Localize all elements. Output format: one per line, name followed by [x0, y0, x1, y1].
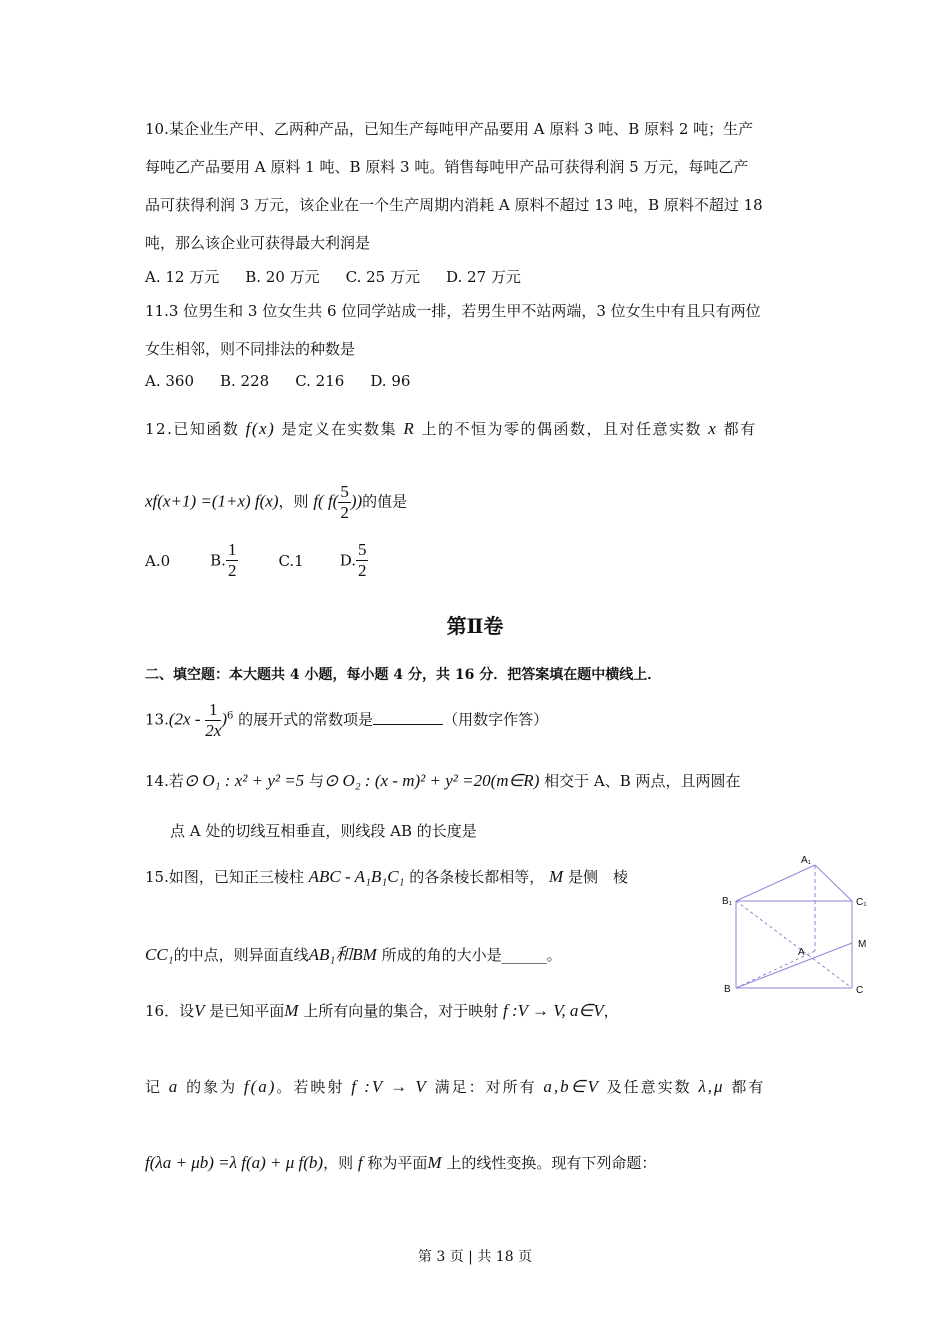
numerator: 1 [227, 540, 237, 559]
math: a [168, 1077, 180, 1096]
math: R [403, 419, 416, 438]
q10-line: 品可获得利润 3 万元，该企业在一个生产周期内消耗 A 原料不超过 13 吨，B 原料不超过 18 [145, 196, 763, 214]
option: A. 360 [145, 372, 194, 390]
text: 。若映射 [276, 1078, 345, 1096]
q11-line: 11.3 位男生和 3 位女生共 6 位同学站成一排，若男生甲不站两端，3 位女生中有且只有两位 [145, 302, 761, 320]
math: f [357, 1153, 363, 1172]
text: 称为平面 [367, 1154, 428, 1172]
math: f(λa + μb) =λ f(a) + μ f(b) [145, 1153, 324, 1172]
text: 的各条棱长都相等， [409, 868, 545, 886]
math: ⊙ O₁ : x² + y² =5 [183, 771, 305, 790]
text: 16．设 [145, 1002, 195, 1020]
math: )) [350, 491, 363, 511]
q10-line: 10.某企业生产甲、乙两种产品，已知生产每吨甲产品要用 A 原料 3 吨、B 原料 2 吨；生产 [145, 120, 754, 138]
fraction [356, 540, 369, 581]
option: B. 228 [220, 372, 270, 390]
option: D. 27 万元 [446, 268, 521, 286]
text: 的象为 [186, 1078, 238, 1096]
text: 相交于 A、B 两点，且两圆在 [544, 772, 741, 790]
option: B. 20 万元 [245, 268, 320, 286]
math: (2x - [168, 709, 201, 729]
label-B: B [724, 984, 731, 995]
option: C. 25 万元 [345, 268, 420, 286]
text: 13. [145, 710, 169, 729]
text: 的中点，则异面直线 [173, 946, 309, 964]
text: 与 [308, 772, 324, 790]
q12-line2 [145, 482, 407, 523]
option: A. 12 万元 [145, 268, 220, 286]
option: D. [339, 551, 356, 570]
option: D. 96 [370, 372, 411, 390]
text: ，则 [278, 492, 309, 511]
section-title: 第Ⅱ卷 [446, 614, 504, 638]
label-B1: B₁ [722, 896, 733, 907]
text: 都有 [731, 1078, 766, 1096]
text: 上的不恒为零的偶函数，且对任意实数 [421, 420, 702, 438]
math: M [427, 1153, 442, 1172]
math: x [708, 419, 718, 438]
text: 是已知平面 [209, 1002, 285, 1020]
math: f(a) [243, 1077, 277, 1096]
text: （用数字作答） [443, 710, 549, 729]
math: ) [221, 709, 227, 729]
q11-options [145, 372, 436, 390]
math: f :V → V, a∈V [503, 1001, 604, 1020]
text: 上所有向量的集合，对于映射 [303, 1002, 499, 1020]
q16-line2 [145, 1076, 765, 1097]
math: f :V → V [351, 1077, 428, 1096]
q15-line2 [145, 940, 562, 965]
q12-line1 [145, 418, 757, 439]
option: A.0 [145, 551, 171, 570]
text: 都有 [723, 420, 757, 438]
text: 上的线性变换。现有下列命题： [446, 1154, 657, 1172]
denominator: 2 [227, 561, 237, 580]
numerator: 5 [357, 540, 367, 559]
label-C1: C₁ [856, 897, 867, 908]
text: 满足：对所有 [434, 1078, 537, 1096]
text: 12.已知函数 [145, 420, 240, 438]
q10-line: 每吨乙产品要用 A 原料 1 吨、B 原料 3 吨。销售每吨甲产品可获得利润 5 万元，每吨乙产 [145, 158, 749, 176]
q10-options [145, 266, 547, 287]
q15-line1 [145, 866, 628, 887]
exponent: 6 [226, 710, 234, 722]
math: f( f( [313, 491, 339, 511]
denominator: 2x [205, 721, 222, 740]
q14-line2: 点 A 处的切线互相垂直，则线段 AB 的长度是 [170, 822, 477, 840]
text: 的值是 [362, 492, 408, 511]
numerator: 5 [340, 482, 349, 501]
math: V [194, 1001, 205, 1020]
label-A1: A₁ [801, 855, 812, 866]
page-footer: 第 3 页 | 共 18 页 [417, 1249, 533, 1265]
fraction [205, 700, 221, 741]
option: C.1 [278, 551, 304, 570]
denominator: 2 [340, 503, 349, 522]
math: M [549, 867, 564, 886]
math: a,b∈V [543, 1077, 600, 1096]
option: B. [210, 551, 226, 570]
q16-line1 [145, 1000, 619, 1021]
label-M: M [858, 939, 867, 950]
text: 所成的角的大小是______。 [381, 946, 562, 964]
text: 记 [145, 1078, 163, 1096]
math: λ,μ [698, 1077, 725, 1096]
label-A: A [798, 947, 805, 958]
fraction [338, 482, 351, 523]
text: 是侧 棱 [567, 868, 628, 886]
math: M [284, 1001, 299, 1020]
text: 15.如图，已知正三棱柱 [145, 868, 304, 886]
q16-line3 [145, 1152, 656, 1173]
text: 及任意实数 [606, 1078, 692, 1096]
answer-blank [373, 712, 443, 725]
text: 是定义在实数集 [281, 420, 398, 438]
prism-figure [700, 850, 880, 1000]
q13 [145, 700, 548, 741]
math: ⊙ O₂ : (x - m)² + y² =20(m∈R) [323, 771, 540, 790]
option: C. 216 [295, 372, 345, 390]
fraction [226, 540, 239, 581]
math: f(x) [245, 419, 276, 438]
math: xf(x+1) =(1+x) f(x) [145, 491, 279, 511]
q14-line1 [145, 770, 741, 791]
label-C: C [856, 985, 864, 996]
q12-options [145, 540, 368, 581]
math: ABC - A₁B₁C₁ [308, 867, 405, 886]
q11-line: 女生相邻，则不同排法的种数是 [145, 340, 356, 358]
math: AB₁和BM [308, 945, 377, 964]
text: 14.若 [145, 772, 184, 790]
text: ，则 [323, 1154, 354, 1172]
denominator: 2 [357, 561, 367, 580]
text: ， [603, 1002, 619, 1020]
numerator: 1 [205, 700, 221, 721]
text: 的展开式的常数项是 [238, 710, 374, 729]
q10-line: 吨，那么该企业可获得最大利润是 [145, 234, 371, 252]
section-instructions: 二、填空题：本大题共 4 小题，每小题 4 分，共 16 分．把答案填在题中横线上． [145, 667, 662, 683]
math: CC₁ [145, 945, 174, 964]
